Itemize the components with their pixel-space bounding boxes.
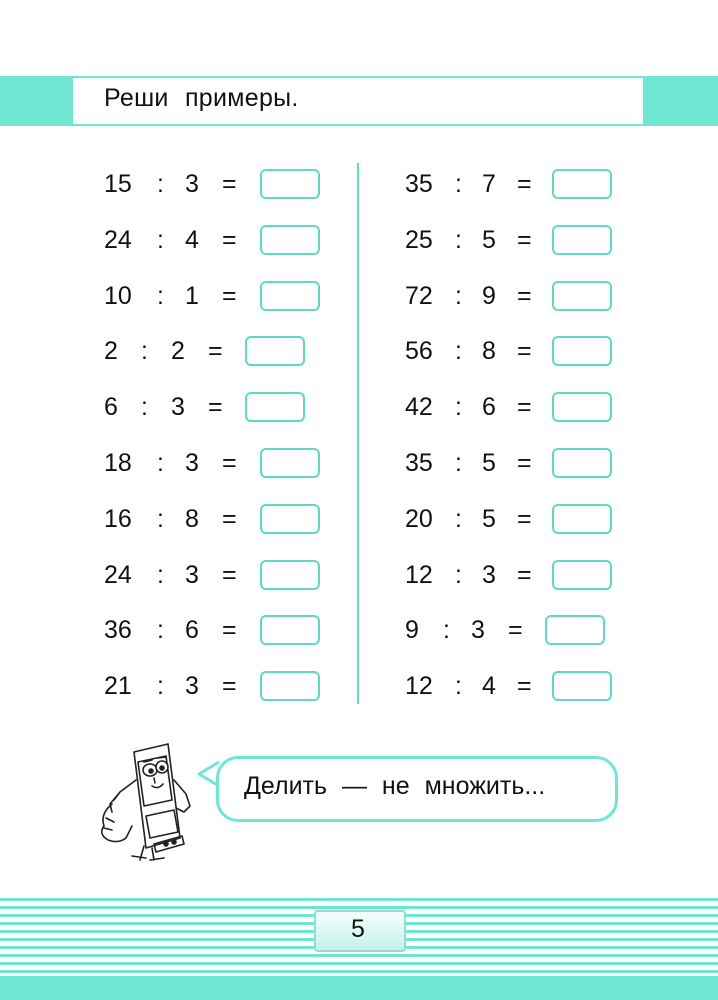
division-sign: : [455,337,462,366]
division-sign: : [141,337,148,366]
dividend: 6 [104,393,118,422]
example-row [0,504,718,534]
answer-box[interactable] [552,169,612,199]
calculator-character-icon [92,742,202,862]
divisor: 1 [185,281,199,310]
divisor: 3 [482,560,496,589]
example-row [0,560,718,590]
division-sign: : [455,393,462,422]
division-sign: : [455,560,462,589]
equals-sign: = [517,393,532,422]
equals-sign: = [517,672,532,701]
answer-box[interactable] [552,671,612,701]
divisor: 3 [471,616,485,645]
example-row [0,448,718,478]
divisor: 3 [185,449,199,477]
divisor: 8 [185,504,199,533]
equals-sign: = [208,393,223,422]
answer-box[interactable] [552,504,612,534]
example-row [0,615,718,645]
equals-sign: = [208,337,223,366]
equals-sign: = [222,616,237,645]
dividend: 18 [104,449,132,477]
equals-sign: = [517,225,532,254]
divisor: 4 [482,672,496,701]
dividend: 56 [405,337,433,366]
dividend: 72 [405,281,433,310]
answer-box[interactable] [552,448,612,478]
division-sign: : [157,616,164,645]
equals-sign: = [222,225,237,254]
divisor: 2 [171,337,185,366]
equals-sign: = [517,560,532,589]
equals-sign: = [222,281,237,310]
divisor: 9 [482,281,496,310]
dividend: 36 [104,616,132,645]
dividend: 15 [104,170,132,198]
answer-box[interactable] [552,392,612,422]
example-row [0,392,718,422]
answer-box[interactable] [552,225,612,255]
example-row [0,671,718,701]
answer-box[interactable] [552,560,612,590]
answer-box[interactable] [545,615,605,645]
equals-sign: = [517,449,532,477]
equals-sign: = [222,449,237,477]
dividend: 21 [104,672,132,701]
dividend: 24 [104,225,132,254]
division-sign: : [455,449,462,477]
equals-sign: = [517,504,532,533]
dividend: 10 [104,281,132,310]
dividend: 2 [104,337,118,366]
dividend: 12 [405,560,433,589]
division-sign: : [157,225,164,254]
divisor: 4 [185,225,199,254]
equals-sign: = [508,616,523,645]
page-title: Реши примеры. [104,84,299,112]
speech-bubble-text: Делить — не множить... [244,772,546,800]
divisor: 3 [185,672,199,701]
divisor: 7 [482,170,496,198]
dividend: 25 [405,225,433,254]
dividend: 35 [405,449,433,477]
division-sign: : [455,225,462,254]
division-sign: : [455,672,462,701]
dividend: 12 [405,672,433,701]
dividend: 20 [405,504,433,533]
answer-box[interactable] [552,281,612,311]
equals-sign: = [517,170,532,198]
division-sign: : [141,393,148,422]
divisor: 3 [185,560,199,589]
equals-sign: = [222,504,237,533]
equals-sign: = [517,337,532,366]
dividend: 42 [405,393,433,422]
division-sign: : [455,504,462,533]
answer-box[interactable] [552,336,612,366]
division-sign: : [157,281,164,310]
equals-sign: = [222,672,237,701]
equals-sign: = [517,281,532,310]
divisor: 8 [482,337,496,366]
division-sign: : [157,170,164,198]
divisor: 3 [185,170,199,198]
divisor: 5 [482,225,496,254]
example-row [0,281,718,311]
divisor: 3 [171,393,185,422]
dividend: 35 [405,170,433,198]
page-number: 5 [351,915,365,943]
dividend: 24 [104,560,132,589]
division-sign: : [455,281,462,310]
example-row [0,225,718,255]
dividend: 16 [104,504,132,533]
division-sign: : [157,504,164,533]
division-sign: : [157,560,164,589]
equals-sign: = [222,170,237,198]
division-sign: : [455,170,462,198]
example-row [0,169,718,199]
division-sign: : [157,449,164,477]
division-sign: : [157,672,164,701]
dividend: 9 [405,616,419,645]
divisor: 6 [185,616,199,645]
division-sign: : [443,616,450,645]
divisor: 6 [482,393,496,422]
divisor: 5 [482,449,496,477]
equals-sign: = [222,560,237,589]
example-row [0,336,718,366]
divisor: 5 [482,504,496,533]
